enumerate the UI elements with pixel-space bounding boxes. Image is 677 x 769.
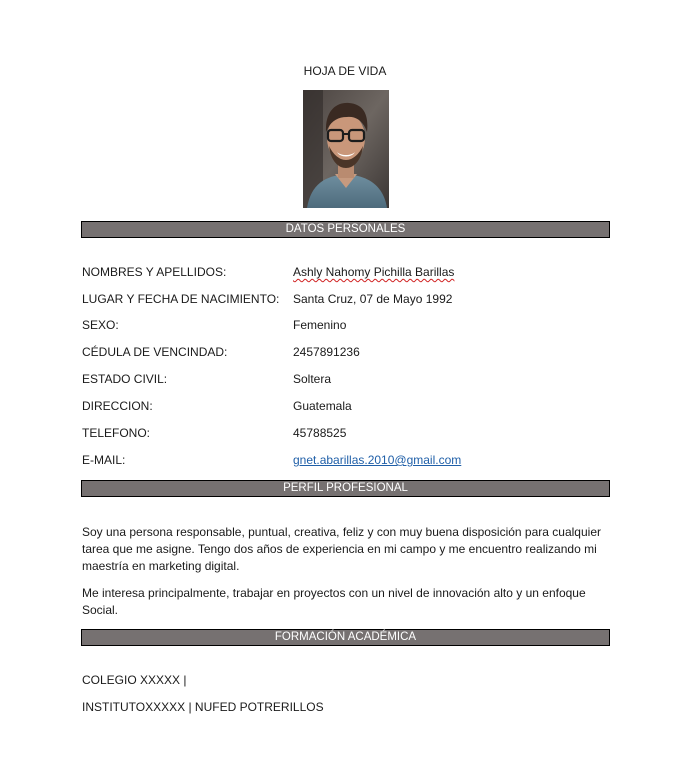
section-header-education: FORMACIÓN ACADÉMICA <box>81 629 610 646</box>
label-full-name: NOMBRES Y APELLIDOS: <box>82 265 227 279</box>
section-header-profile: PERFIL PROFESIONAL <box>81 480 610 497</box>
document-title: HOJA DE VIDA <box>303 64 387 78</box>
value-civil-status: Soltera <box>293 372 332 386</box>
label-id-card: CÉDULA DE VENCINDAD: <box>82 345 228 359</box>
profile-photo <box>303 90 389 208</box>
education-item-2: INSTITUTOXXXXX | NUFED POTRERILLOS <box>82 700 324 714</box>
section-header-personal: DATOS PERSONALES <box>81 221 610 238</box>
value-full-name: Ashly Nahomy Pichilla Barillas <box>293 265 455 279</box>
profile-paragraph-1: Soy una persona responsable, puntual, creativa, feliz y con muy buena disposición para cualquier tarea que me asigne. Tengo dos años de experiencia en mi campo y me encuentro realizando mi maestría en marketing digital. <box>82 525 601 573</box>
label-sex: SEXO: <box>82 318 119 332</box>
label-email: E-MAIL: <box>82 453 126 467</box>
value-birth: Santa Cruz, 07 de Mayo 1992 <box>293 292 453 306</box>
value-sex: Femenino <box>293 318 347 332</box>
value-address: Guatemala <box>293 399 352 413</box>
email-link[interactable]: gnet.abarillas.2010@gmail.com <box>293 453 462 467</box>
profile-photo-image <box>303 90 389 208</box>
label-address: DIRECCION: <box>82 399 153 413</box>
education-item-1: COLEGIO XXXXX | <box>82 673 187 687</box>
profile-paragraph-2: Me interesa principalmente, trabajar en proyectos con un nivel de innovación alto y un enfoque Social. <box>82 586 586 617</box>
value-id-card: 2457891236 <box>293 345 360 359</box>
label-civil-status: ESTADO CIVIL: <box>82 372 168 386</box>
value-phone: 45788525 <box>293 426 347 440</box>
label-phone: TELEFONO: <box>82 426 151 440</box>
profile-text <box>82 524 612 619</box>
label-birth: LUGAR Y FECHA DE NACIMIENTO: <box>82 292 280 306</box>
